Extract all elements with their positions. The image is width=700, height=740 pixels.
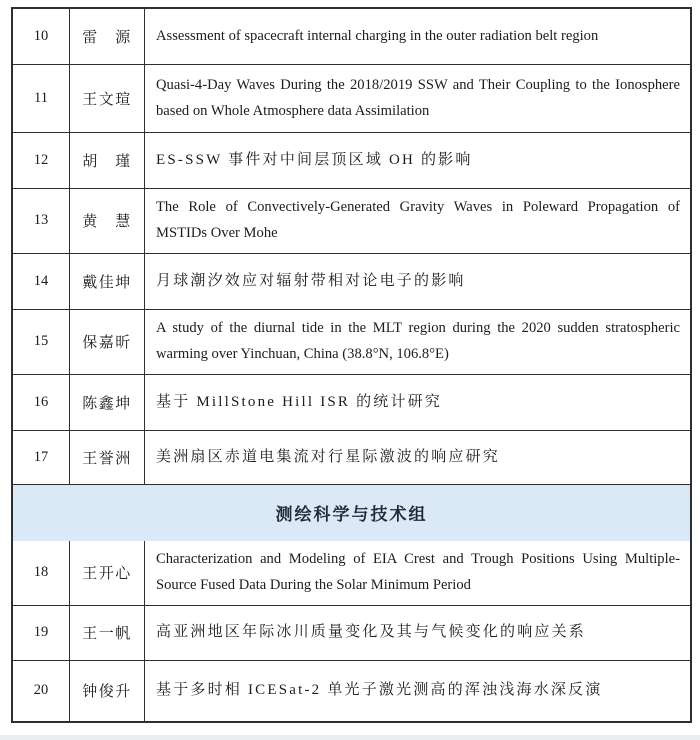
- presenter-name: 黄 慧: [69, 189, 144, 253]
- row-number: 12: [33, 152, 49, 168]
- row-number: 17: [33, 448, 49, 465]
- presenter-name: 王誉洲: [69, 431, 144, 484]
- presentation-title: ES-SSW 事件对中间层顶区域 OH 的影响: [156, 152, 473, 169]
- group-section-header: [13, 485, 690, 541]
- row-number: 19: [33, 624, 49, 641]
- presenter-name: 陈鑫坤: [69, 375, 144, 430]
- presentation-title: Characterization and Modeling of EIA Crest and Trough Positions Using Multiple-Source Fused Data During the Solar Minimum Period: [156, 550, 680, 593]
- presenter-name: 王开心: [69, 541, 144, 605]
- row-number: 14: [33, 272, 49, 289]
- presentation-title-cell: [144, 310, 690, 374]
- presentation-title-cell: [144, 254, 690, 309]
- table-row: [13, 606, 690, 661]
- presenter-name: 王文瑄: [69, 65, 144, 132]
- row-number: 18: [33, 564, 49, 581]
- presentation-title: 基于 MillStone Hill ISR 的统计研究: [156, 394, 443, 411]
- presentation-title-cell: [144, 65, 690, 132]
- presenter-name: 戴佳坤: [69, 254, 144, 309]
- table-row: [13, 661, 690, 721]
- presentation-title: 美洲扇区赤道电集流对行星际激波的响应研究: [156, 449, 501, 466]
- presenter-name: 雷 源: [69, 9, 144, 64]
- presentation-title-cell: [144, 661, 690, 721]
- presentation-title-cell: [144, 431, 690, 484]
- presentation-title: Quasi-4-Day Waves During the 2018/2019 SSW and Their Coupling to the Ionosphere based on Whole Atmosphere data Assimilation: [156, 76, 680, 119]
- presentation-title-cell: [144, 375, 690, 430]
- presenter-name: 钟俊升: [69, 661, 144, 721]
- presentation-title: 高亚洲地区年际冰川质量变化及其与气候变化的响应关系: [156, 624, 587, 641]
- table-row: [13, 310, 690, 375]
- table-row: [13, 541, 690, 606]
- presenter-name: 王一帆: [69, 606, 144, 660]
- presenter-name: 胡 瑾: [69, 133, 144, 188]
- row-number: 10: [33, 28, 49, 44]
- table-row: [13, 431, 690, 485]
- row-number: 13: [33, 212, 49, 229]
- presentation-title: The Role of Convectively-Generated Gravity Waves in Poleward Propagation of MSTIDs Over Mohe: [156, 199, 680, 241]
- presentation-title-cell: [144, 606, 690, 660]
- presentation-title: 基于多时相 ICESat-2 单光子激光测高的浑浊浅海水深反演: [156, 682, 603, 699]
- table-row: [13, 9, 690, 65]
- table-row: [13, 65, 690, 133]
- presentation-title-cell: [144, 133, 690, 188]
- row-number: 20: [33, 682, 49, 699]
- row-number: 15: [33, 333, 49, 350]
- presentation-title: Assessment of spacecraft internal charging in the outer radiation belt region: [156, 27, 599, 44]
- group-section-title: 测绘科学与技术组: [275, 505, 428, 525]
- presentation-title-cell: [144, 9, 690, 64]
- table-row: [13, 254, 690, 310]
- presentation-title-cell: [144, 189, 690, 253]
- presenter-name: 保嘉昕: [69, 310, 144, 374]
- page-bottom-edge: [0, 735, 700, 740]
- table-row: [13, 189, 690, 254]
- row-number: 16: [33, 393, 49, 410]
- table-row: [13, 133, 690, 189]
- presentation-title-cell: [144, 541, 690, 605]
- presentation-table: [11, 7, 692, 723]
- row-number: 11: [34, 90, 48, 106]
- presentation-title: A study of the diurnal tide in the MLT region during the 2020 sudden stratospheric warming over Yinchuan, China (38.8°N, 106.8°E): [156, 319, 680, 362]
- presentation-title: 月球潮汐效应对辐射带相对论电子的影响: [156, 273, 466, 290]
- table-row: [13, 375, 690, 431]
